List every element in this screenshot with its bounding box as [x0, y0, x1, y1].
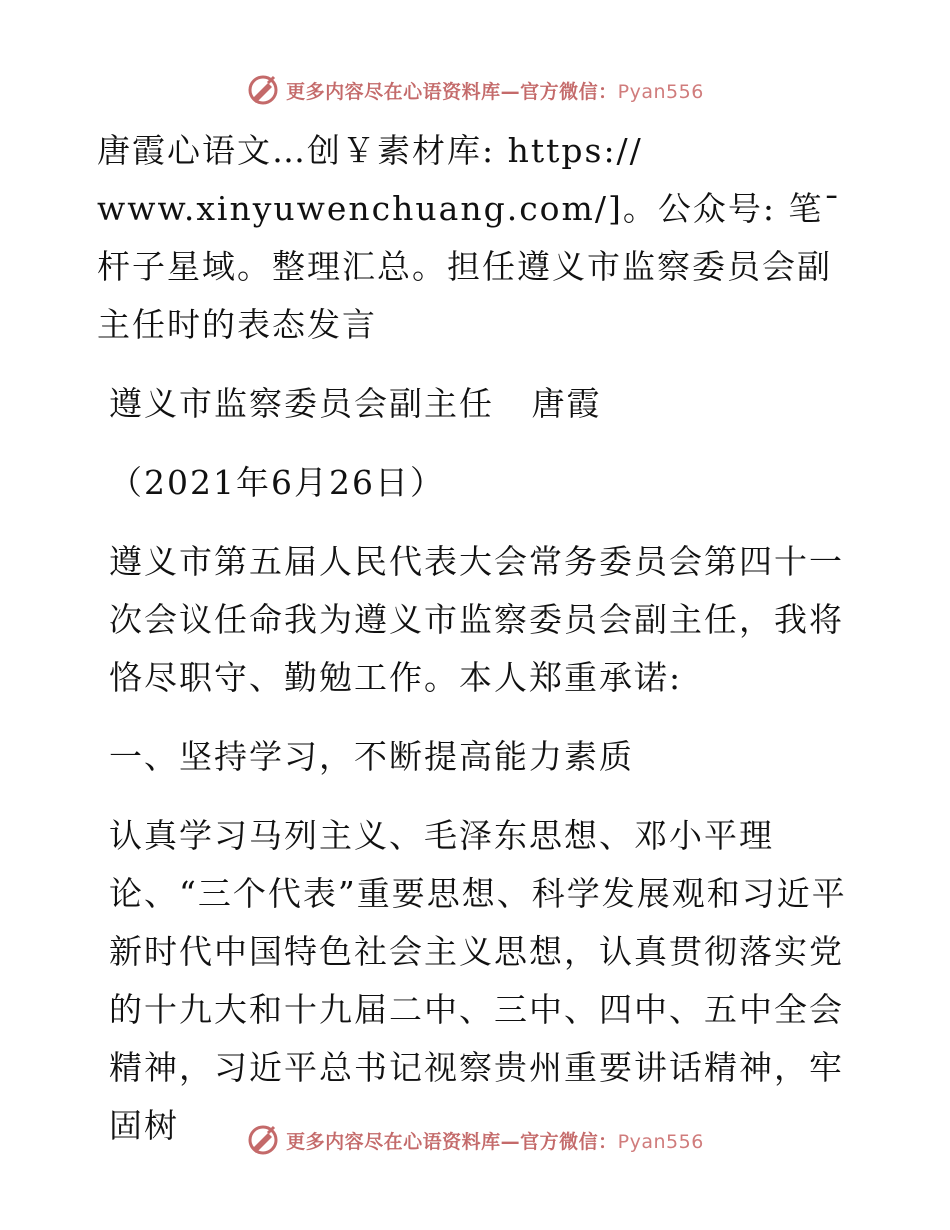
pen-logo-icon: [246, 73, 280, 107]
pen-logo-icon: [246, 1123, 280, 1157]
watermark-text: 更多内容尽在心语资料库—官方微信：Pyan556: [286, 1130, 704, 1153]
date-line: （2021年6月26日）: [109, 463, 445, 502]
study-paragraph: 认真学习马列主义、毛泽东思想、邓小平理 论、“三个代表”重要思想、科学发展观和习近平新时代中国特色社会主义思想，认真贯彻落实党的十九大和十九届二中、三中、四中、五中全会精神，习近平总书记视察贵州重要讲话精神，牢固树: [109, 816, 847, 1145]
document-body: [97, 122, 849, 1176]
speaker-line: 遵义市监察委员会副主任 唐霞: [109, 384, 602, 423]
section-heading: 一、坚持学习，不断提高能力素质: [109, 737, 634, 776]
intro-paragraph: 唐霞心语文…创￥素材库: https:// www.xinyuwenchuang.com/]。公众号: 笔¯杆子星域。整理汇总。担任遵义市监察委员会副主任时的表态发言: [97, 131, 842, 344]
header-watermark: [0, 70, 950, 110]
appointment-paragraph: 遵义市第五届人民代表大会常务委员会第四十一次会议任命我为遵义市监察委员会副主任，我将恪尽职守、勤勉工作。本人郑重承诺:: [109, 542, 844, 697]
watermark-text: 更多内容尽在心语资料库—官方微信：Pyan556: [286, 80, 704, 103]
footer-watermark: [0, 1120, 950, 1160]
